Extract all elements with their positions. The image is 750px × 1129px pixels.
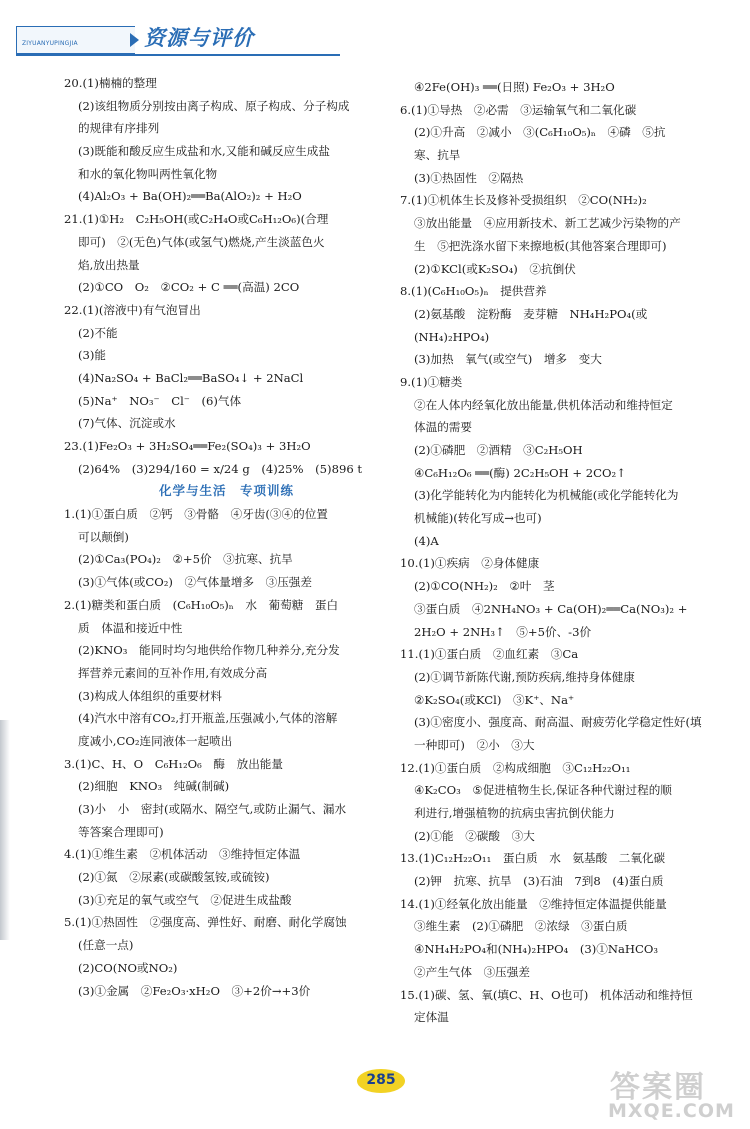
answer-line: 体温的需要 <box>414 420 472 435</box>
answer-line: (2)①CO(NH₂)₂ ②叶 茎 <box>414 579 555 594</box>
answer-line: 利进行,增强植物的抗病虫害抗倒伏能力 <box>414 806 615 820</box>
answer-line: 22.(1)(溶液中)有气泡冒出 <box>64 302 201 317</box>
page-header <box>12 14 342 58</box>
answer-line: (4)A <box>414 533 439 548</box>
answer-line: (2)该组物质分别按由离子构成、原子构成、分子构成 <box>78 98 350 113</box>
answer-line: 质 体温和接近中性 <box>78 620 183 635</box>
answer-line: 6.(1)①导热 ②必需 ③运输氧气和二氧化碳 <box>400 102 637 117</box>
answer-line: 7.(1)①机体生长及修补受损组织 ②CO(NH₂)₂ <box>400 193 647 208</box>
answer-line: (4)Na₂SO₄ + BaCl₂══BaSO₄↓ + 2NaCl <box>78 370 304 385</box>
answer-line: 机械能)(转化写成→也可) <box>414 511 542 526</box>
answer-line: (2)64% (3)294/160 = x/24 g (4)25% (5)896 t <box>78 461 363 476</box>
answer-line: ③蛋白质 ④2NH₄NO₃ + Ca(OH)₂══Ca(NO₃)₂ + <box>414 601 688 616</box>
answer-line: 等答案合理即可) <box>78 824 164 839</box>
answer-line: (3)化学能转化为内能转化为机械能(或化学能转化为 <box>414 488 679 503</box>
answer-line: (2)①升高 ②减小 ③(C₆H₁₀O₅)ₙ ④磷 ⑤抗 <box>414 125 666 140</box>
answer-line: (2)KNO₃ 能同时均匀地供给作物几种养分,充分发 <box>78 643 340 658</box>
left-answer-column <box>64 72 389 1002</box>
header-title: 资源与评价 <box>144 26 254 50</box>
answer-line: (4)Al₂O₃ + Ba(OH)₂══Ba(AlO₂)₂ + H₂O <box>78 189 302 204</box>
answer-line: 即可) ②(无色)气体(或氢气)燃烧,产生淡蓝色火 <box>78 234 325 249</box>
answer-line: 寒、抗旱 <box>414 148 461 163</box>
answer-line: 3.(1)C、H、O C₆H₁₂O₆ 酶 放出能量 <box>64 756 283 771</box>
answer-line: (3)加热 氧气(或空气) 增多 变大 <box>414 352 602 367</box>
answer-line: (2)①氮 ②尿素(或碳酸氢铵,或硫铵) <box>78 870 270 885</box>
answer-line: 定体温 <box>414 1010 449 1025</box>
answer-line: (3)①金属 ②Fe₂O₃·xH₂O ③+2价→+3价 <box>78 983 311 998</box>
answer-line: (2)①Ca₃(PO₄)₂ ②+5价 ③抗寒、抗旱 <box>78 552 293 567</box>
answer-line: ②在人体内经氧化放出能量,供机体活动和维持恒定 <box>414 397 673 412</box>
answer-line: (2)不能 <box>78 325 118 340</box>
answer-line: 生 ⑤把洗涤水留下来擦地板(其他答案合理即可) <box>414 238 667 253</box>
answer-line: 20.(1)楠楠的整理 <box>64 76 157 90</box>
answer-line: 1.(1)①蛋白质 ②钙 ③骨骼 ④牙齿(③④的位置 <box>64 507 328 522</box>
header-divider <box>16 54 340 56</box>
answer-line: 23.(1)Fe₂O₃ + 3H₂SO₄══Fe₂(SO₄)₃ + 3H₂O <box>64 439 311 453</box>
answer-line: 13.(1)C₁₂H₂₂O₁₁ 蛋白质 水 氨基酸 二氧化碳 <box>400 851 666 866</box>
answer-line: 12.(1)①蛋白质 ②构成细胞 ③C₁₂H₂₂O₁₁ <box>400 760 631 775</box>
answer-line: (2)①能 ②碳酸 ③大 <box>414 828 535 843</box>
page-edge-shadow <box>0 720 10 940</box>
answer-line: (3)能 <box>78 348 107 363</box>
answer-line: (2)氨基酸 淀粉酶 麦芽糖 NH₄H₂PO₄(或 <box>414 306 648 321</box>
answer-line: 可以颠倒) <box>78 529 129 544</box>
page-number-badge <box>357 1069 405 1093</box>
answer-line: 11.(1)①蛋白质 ②血红素 ③Ca <box>400 647 579 662</box>
answer-line: (3)既能和酸反应生成盐和水,又能和碱反应生成盐 <box>78 144 330 159</box>
answer-line: (2)细胞 KNO₃ 纯碱(制碱) <box>78 779 230 794</box>
page-number: 285 <box>366 1072 396 1088</box>
answer-line: (3)①充足的氧气或空气 ②促进生成盐酸 <box>78 892 292 907</box>
watermark-text: 答案圈 <box>610 1070 706 1105</box>
answer-line: (7)气体、沉淀或水 <box>78 416 176 431</box>
answer-line: (5)Na⁺ NO₃⁻ Cl⁻ (6)气体 <box>78 393 242 408</box>
answer-line: (3)①密度小、强度高、耐高温、耐疲劳化学稳定性好(填 <box>414 715 702 730</box>
answer-line: ③维生素 (2)①磷肥 ②浓绿 ③蛋白质 <box>414 919 628 934</box>
answer-line: 15.(1)碳、氢、氧(填C、H、O也可) 机体活动和维持恒 <box>400 987 693 1002</box>
answer-line: ③放出能量 ④应用新技术、新工艺减少污染物的产 <box>414 216 681 231</box>
answer-line: ④2Fe(OH)₃ ══(日照) Fe₂O₃ + 3H₂O <box>414 80 615 94</box>
answer-line: 10.(1)①疾病 ②身体健康 <box>400 556 540 571</box>
answer-line: (2)①磷肥 ②酒精 ③C₂H₅OH <box>414 443 583 457</box>
answer-line: 4.(1)①维生素 ②机体活动 ③维持恒定体温 <box>64 847 301 862</box>
answer-line: 度减小,CO₂连同液体一起喷出 <box>78 733 233 748</box>
answer-line: (2)①调节新陈代谢,预防疾病,维持身体健康 <box>414 669 635 684</box>
section-heading: 化学与生活 专项训练 <box>158 483 294 499</box>
answer-line: 一种即可) ②小 ③大 <box>414 737 535 752</box>
answer-line: (3)构成人体组织的重要材料 <box>78 688 222 703</box>
answer-line: 焰,放出热量 <box>78 257 140 272</box>
answer-line: ④NH₄H₂PO₄和(NH₄)₂HPO₄ (3)①NaHCO₃ <box>414 942 659 957</box>
answer-line: (2)①KCl(或K₂SO₄) ②抗倒伏 <box>414 261 576 276</box>
answer-line: 2H₂O + 2NH₃↑ ⑤+5价、-3价 <box>414 624 592 639</box>
arrow-icon <box>130 33 139 47</box>
answer-line: (4)汽水中溶有CO₂,打开瓶盖,压强减小,气体的溶解 <box>78 711 338 726</box>
watermark-url: MXQE.COM <box>608 1100 735 1122</box>
answer-line: ②K₂SO₄(或KCl) ③K⁺、Na⁺ <box>414 692 575 707</box>
answer-line: (2)钾 抗寒、抗旱 (3)石油 7到8 (4)蛋白质 <box>414 874 664 889</box>
answer-line: ④C₆H₁₂O₆ ══(酶) 2C₂H₅OH + 2CO₂↑ <box>414 465 626 480</box>
answer-line: 和水的氧化物叫两性氧化物 <box>78 166 218 181</box>
answer-line: (2)①CO O₂ ②CO₂ + C ══(高温) 2CO <box>78 280 300 295</box>
answer-line: (2)CO(NO或NO₂) <box>78 960 178 975</box>
answer-line: 2.(1)糖类和蛋白质 (C₆H₁₀O₅)ₙ 水 葡萄糖 蛋白 <box>64 597 339 612</box>
watermark-logo <box>600 1062 740 1122</box>
answer-line: (NH₄)₂HPO₄) <box>414 329 490 344</box>
answer-line: 8.(1)(C₆H₁₀O₅)ₙ 提供营养 <box>400 284 547 299</box>
answer-line: ④K₂CO₃ ⑤促进植物生长,保证各种代谢过程的顺 <box>414 783 672 798</box>
answer-line: 9.(1)①糖类 <box>400 374 463 389</box>
answer-line: ②产生气体 ③压强差 <box>414 964 530 979</box>
answer-line: 挥营养元素间的互补作用,有效成分高 <box>78 665 268 680</box>
right-answer-column <box>400 76 722 1029</box>
answer-line: (3)①热固性 ②隔热 <box>414 170 524 185</box>
answer-line: 21.(1)①H₂ C₂H₅OH(或C₂H₄O或C₆H₁₂O₆)(合理 <box>64 212 329 227</box>
answer-line: (3)①气体(或CO₂) ②气体量增多 ③压强差 <box>78 575 312 590</box>
answer-line: (任意一点) <box>78 938 134 953</box>
answer-line: (3)小 小 密封(或隔水、隔空气,或防止漏气、漏水 <box>78 802 347 816</box>
answer-line: 5.(1)①热固性 ②强度高、弹性好、耐磨、耐化学腐蚀 <box>64 915 347 930</box>
header-subtitle: ZIYUANYUPINGJIA <box>22 40 78 47</box>
answer-line: 14.(1)①经氧化放出能量 ②维持恒定体温提供能量 <box>400 896 667 911</box>
answer-line: 的规律有序排列 <box>78 121 160 136</box>
